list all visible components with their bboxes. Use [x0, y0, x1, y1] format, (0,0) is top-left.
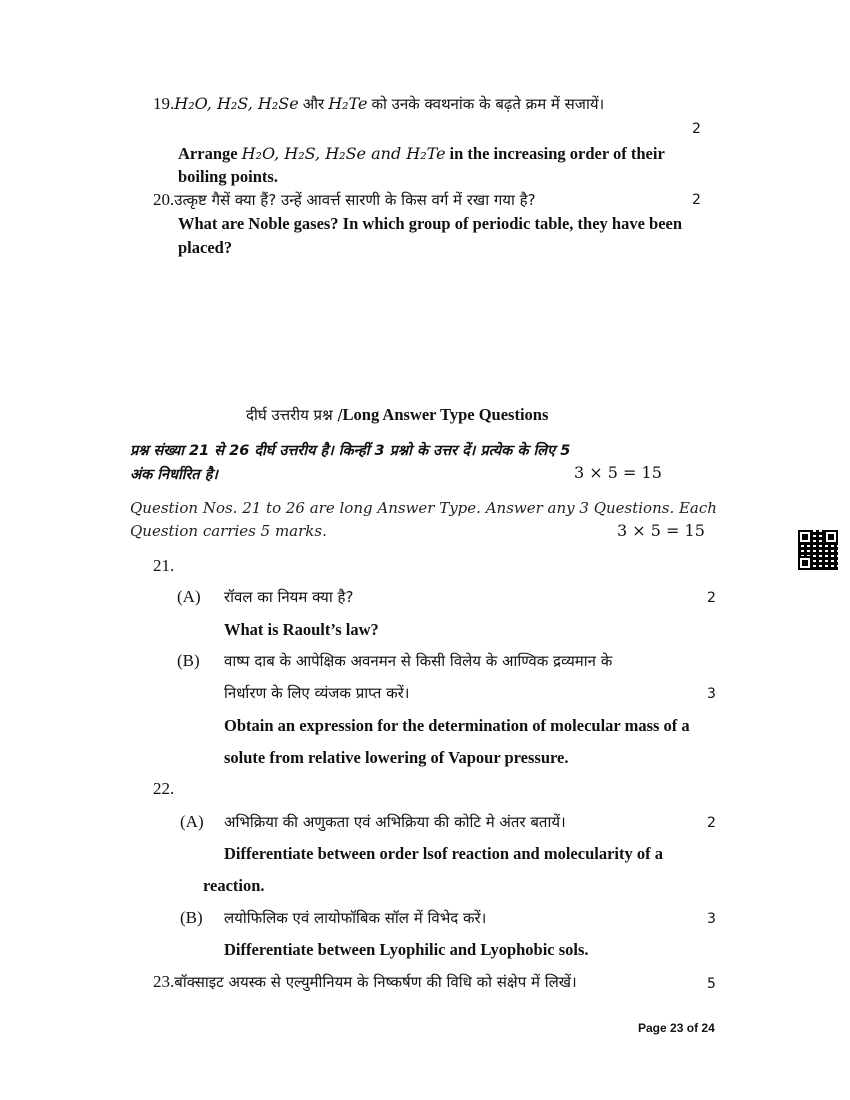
q21-b-hindi-line1: वाष्प दाब के आपेक्षिक अवनमन से किसी विलेय के आण्विक द्रव्यमान के [224, 652, 613, 670]
q22-number: 22. [153, 779, 175, 798]
q19-english-formula: H₂O, H₂S, H₂Se and H₂Te [241, 144, 446, 163]
q22-a-english-line2: reaction. [203, 876, 265, 895]
page-footer [638, 1021, 715, 1035]
footer-of-label: of [686, 1021, 699, 1035]
q20-hindi-line [153, 190, 536, 210]
section-heading-hindi: दीर्घ उत्तरीय प्रश्न / [246, 406, 343, 424]
footer-page-total: 24 [701, 1021, 715, 1035]
q21-a-label: (A) [177, 587, 201, 606]
q22-b-english: Differentiate between Lyophilic and Lyophobic sols. [224, 940, 589, 959]
q23-line [153, 972, 577, 992]
section-heading-english: Long Answer Type Questions [342, 405, 549, 424]
section-instruction-hindi-line2: अंक निर्धारित है। [130, 467, 218, 483]
q19-english-line2: boiling points. [178, 167, 278, 186]
q19-formula: H₂O, H₂S, H₂Se [174, 94, 299, 113]
q22-a-marks: 2 [707, 815, 716, 831]
q22-a-english-line1: Differentiate between order lsof reaction and molecularity of a [224, 844, 663, 863]
q21-b-english-line2: solute from relative lowering of Vapour pressure. [224, 748, 569, 767]
footer-page-label: Page [638, 1021, 667, 1035]
section-heading [246, 405, 548, 425]
q19-hindi-rest: को उनके क्वथनांक के बढ़ते क्रम में सजायें। [371, 95, 605, 113]
q19-formula2: H₂Te [328, 94, 368, 113]
q20-english-line2: placed? [178, 238, 233, 257]
q19-marks: 2 [692, 121, 701, 137]
q20-english-line1: What are Noble gases? In which group of periodic table, they have been [178, 214, 683, 233]
q22-a-hindi: अभिक्रिया की अणुकता एवं अभिक्रिया की कोटि मे अंतर बतायें। [224, 813, 566, 831]
q22-b-marks: 3 [707, 911, 716, 927]
q23-hindi: बॉक्साइट अयस्क से एल्युमीनियम के निष्कर्षण की विधि को संक्षेप में लिखें। [174, 973, 577, 991]
q21-b-label: (B) [177, 651, 200, 670]
q22-b-label: (B) [180, 908, 203, 927]
q21-b-hindi-line2: निर्धारण के लिए व्यंजक प्राप्त करें। [224, 684, 410, 702]
q21-number: 21. [153, 556, 175, 575]
q21-a-english: What is Raoult’s law? [224, 620, 379, 639]
q21-a-marks: 2 [707, 590, 716, 606]
q20-number: 20. [153, 190, 175, 209]
q23-marks: 5 [707, 976, 716, 992]
q22-a-label: (A) [180, 812, 204, 831]
q21-b-english-line1: Obtain an expression for the determination of molecular mass of a [224, 716, 690, 735]
q20-hindi: उत्कृष्ट गैसें क्या हैं? उन्हें आवर्त्त सारणी के किस वर्ग में रखा गया है? [174, 191, 536, 209]
section-marks-english: 3 × 5 = 15 [617, 521, 705, 540]
q19-number: 19. [153, 94, 175, 113]
q19-english-prefix: Arrange [178, 144, 238, 163]
qr-code-icon [798, 530, 838, 570]
section-instruction-english-line2: Question carries 5 marks. [130, 522, 327, 540]
q19-and: और [302, 95, 325, 113]
q20-marks: 2 [692, 192, 701, 208]
section-instruction-hindi-line1: प्रश्न संख्या 21 से 26 दीर्घ उत्तरीय है। किन्हीं 3 प्रश्नो के उत्तर दें। प्रत्येक के लिए 5 [130, 443, 571, 459]
q21-a-hindi: रॉवल का नियम क्या है? [224, 588, 354, 606]
footer-page-current: 23 [670, 1021, 684, 1035]
section-instruction-english-line1: Question Nos. 21 to 26 are long Answer Type. Answer any 3 Questions. Each [130, 499, 717, 517]
q19-english-line1 [178, 144, 665, 164]
q22-b-hindi: लयोफिलिक एवं लायोफॉबिक सॉल में विभेद करें। [224, 909, 487, 927]
q19-hindi-line [153, 94, 604, 114]
q23-number: 23. [153, 972, 175, 991]
q21-b-marks: 3 [707, 686, 716, 702]
q19-english-suffix: in the increasing order of their [449, 144, 665, 163]
section-marks-hindi: 3 × 5 = 15 [574, 463, 662, 482]
